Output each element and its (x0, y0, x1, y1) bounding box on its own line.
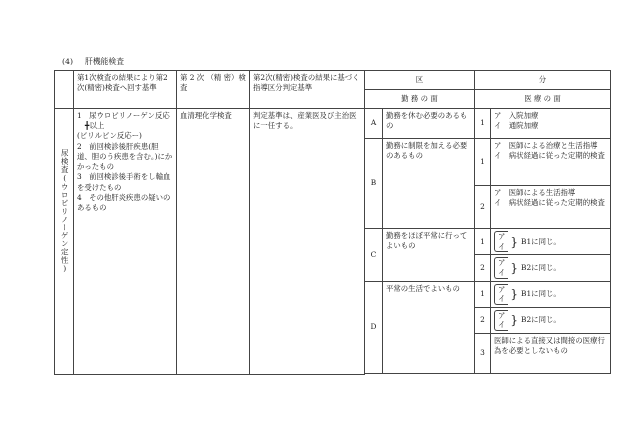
header-second-test: 第 2 次 （精 密）検査 (177, 71, 250, 109)
row-a-letter: A (365, 109, 383, 139)
row-d-medical-1 (491, 281, 611, 307)
row-d-medical-3: 医師による直接又は間接の医療行為を必要としないもの (491, 334, 611, 374)
row-d-num-1: 1 (475, 281, 491, 307)
header-blank-cell (55, 71, 74, 109)
criteria-1-note: (ビリルビン反応ー) (77, 131, 142, 141)
row-d-medical-2 (491, 307, 611, 333)
test-name: 尿検査(ウロビリノーゲン定性) (60, 149, 70, 274)
row-b-letter: B (365, 139, 383, 229)
row-d-work: 平常の生活でよいもの (383, 281, 475, 374)
header-ku-text: 区 (415, 74, 424, 84)
row-c-i1: イ (498, 241, 506, 251)
criteria-3: 3 前回検診後手術をし輸血を受けたもの (77, 172, 171, 192)
brace-icon: } (510, 260, 519, 275)
row-d-num-3: 3 (475, 334, 491, 374)
row-b-medical-2 (491, 186, 611, 229)
row-b-work: 勤務に制限を加える必要のあるもの (383, 139, 475, 229)
criteria-1: 1 尿ウロビリノーゲン反応 (77, 111, 170, 120)
section-title: 肝機能検査 (85, 57, 125, 66)
section-number: (4) (62, 57, 74, 66)
row-d-num-2: 2 (475, 307, 491, 333)
criteria-1-threshold: ╋以上 (85, 121, 105, 131)
row-b-num-2: 2 (475, 186, 491, 229)
row-d-i1: イ (498, 294, 506, 304)
row-c-same-2: B2に同じ。 (521, 262, 561, 272)
header-ku (365, 71, 475, 90)
header-judgment-criteria: 第2次(精密)検査の結果に基づく指導区分判定基準 (250, 71, 365, 109)
row-d-letter: D (365, 281, 383, 374)
brace-icon: } (510, 234, 519, 249)
section-heading (62, 57, 136, 68)
row-d-a1: ア (498, 284, 506, 294)
brace-icon: } (510, 313, 519, 328)
row-d-i2: イ (498, 320, 506, 330)
row-d-a2: ア (498, 310, 506, 320)
row-c-a1: ア (498, 232, 506, 241)
header-first-test-criteria: 第1次検査の結果により第2次(精密)検査へ回す基準 (74, 71, 177, 109)
criteria-4: 4 その他肝炎疾患の疑いのあるもの (77, 192, 171, 212)
second-test-cell: 血清理化学検査 (177, 109, 250, 375)
row-d-same-2: B2に同じ。 (521, 315, 561, 325)
header-bun (475, 71, 611, 90)
header-bun-text: 分 (538, 74, 547, 84)
test-name-cell (55, 109, 74, 375)
judgment-cell: 判定基準は、産業医及び主治医に一任する。 (250, 109, 365, 375)
row-b-medical-2a: ア 医師による生活指導 (494, 188, 576, 197)
row-c-work: 勤務をほぼ平常に行ってよいもの (383, 229, 475, 282)
row-c-a2: ア (498, 258, 506, 268)
row-c-num-1: 1 (475, 229, 491, 255)
row-a-medical-1a: ア 入院加療 (494, 111, 539, 120)
filler (365, 374, 611, 375)
row-a-work: 勤務を休む必要のあるもの (383, 109, 475, 139)
criteria-2: 2 前回検診後肝疾患(胆道、胆のう疾患を含む。)にかかったもの (77, 141, 173, 172)
row-b-medical-1 (491, 139, 611, 186)
row-b-medical-1b: イ 病状経過に従った定期的検査 (494, 151, 605, 161)
row-a-medical-1b: イ 通院加療 (494, 121, 539, 131)
row-b-medical-2b: イ 病状経過に従った定期的検査 (494, 198, 605, 208)
row-c-num-2: 2 (475, 255, 491, 281)
brace-icon: } (510, 287, 519, 302)
row-b-medical-1a: ア 医師による治療と生活指導 (494, 141, 598, 150)
row-a-num-1: 1 (475, 109, 491, 139)
row-c-i2: イ (498, 267, 506, 277)
row-c-medical-2 (491, 255, 611, 281)
row-a-medical-1 (491, 109, 611, 139)
row-b-num-1: 1 (475, 139, 491, 186)
criteria-cell (74, 109, 177, 375)
row-c-medical-1 (491, 229, 611, 255)
inspection-table (54, 70, 611, 375)
header-medical-aspect: 医 療 の 面 (475, 90, 611, 109)
row-c-same-1: B1に同じ。 (521, 236, 561, 246)
row-c-letter: C (365, 229, 383, 282)
row-d-same-1: B1に同じ。 (521, 289, 561, 299)
header-work-aspect: 勤 務 の 面 (365, 90, 475, 109)
